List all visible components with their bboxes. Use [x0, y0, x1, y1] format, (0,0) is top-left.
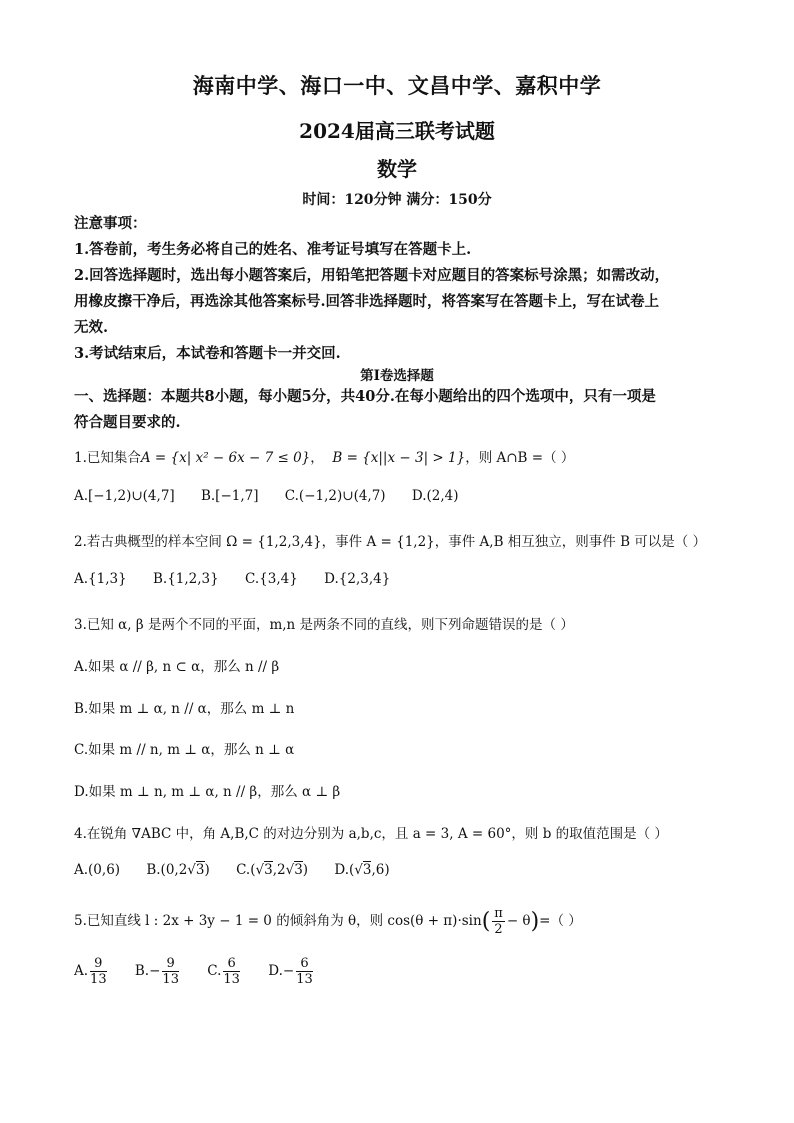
section-instructions — [74, 384, 724, 436]
q5-option-a — [74, 956, 109, 987]
q5-option-b-label: B.− — [134, 963, 161, 979]
sqrt-icon: √ — [285, 862, 295, 878]
q1-option-d: D.(2,4) — [411, 488, 459, 504]
question-3-stem: 3.已知 α, β 是两个不同的平面，m,n 是两条不同的直线，则下列命题错误的是（ ） — [74, 617, 574, 633]
q5-option-b-denominator: 13 — [162, 972, 179, 987]
q5-option-c-numerator: 6 — [223, 956, 240, 972]
question-4-stem: 4.在锐角 ∇ABC 中，角 A,B,C 的对边分别为 a,b,c，且 a = 3, A = 60°，则 b 的取值范围是（ ） — [74, 826, 668, 842]
q5-fraction-denominator: 2 — [494, 922, 503, 937]
q4-option-c-middle: ,2 — [272, 862, 286, 878]
question-4-options — [74, 862, 412, 878]
q4-option-c — [236, 862, 308, 878]
q4-option-c-radicand-2: 3 — [294, 862, 303, 878]
time-score-line: 时间：120分钟 满分：150分 — [302, 192, 492, 208]
q4-option-c-prefix: C.( — [236, 862, 256, 878]
q4-option-a: A.(0,6) — [74, 862, 121, 878]
question-5-stem — [74, 906, 724, 937]
q5-option-b-fraction — [162, 956, 179, 987]
q5-stem-prefix: 5.已知直线 l : 2x + 3y − 1 = 0 的倾斜角为 θ，则 cos(θ + π)·sin — [74, 913, 482, 929]
sqrt-icon: √ — [187, 862, 196, 878]
q1-set-b: B = {x||x − 3| > 1} — [332, 450, 466, 466]
question-2-stem: 2.若古典概型的样本空间 Ω = {1,2,3,4}，事件 A = {1,2}，事件 A,B 相互独立，则事件 B 可以是（ ） — [74, 534, 707, 550]
q5-option-c — [207, 956, 242, 987]
q5-option-d-denominator: 13 — [296, 972, 313, 987]
q4-option-b-prefix: B.(0,2 — [146, 862, 188, 878]
q1-option-a: A.[−1,2)∪(4,7] — [74, 488, 175, 504]
q5-stem-suffix: =（ ） — [539, 913, 582, 929]
question-1-options — [74, 488, 481, 504]
q4-option-b — [146, 862, 209, 878]
q5-option-a-denominator: 13 — [90, 972, 107, 987]
q4-option-c-close: ) — [302, 862, 309, 878]
q5-minus-theta: − θ — [506, 913, 531, 929]
question-1-stem — [74, 446, 724, 466]
q4-option-b-radicand: 3 — [195, 862, 205, 878]
q5-option-d — [268, 956, 315, 987]
q1-option-c: C.(−1,2)∪(4,7) — [284, 488, 386, 504]
question-5-options — [74, 956, 337, 987]
q1-separator: ， — [310, 450, 324, 466]
q1-stem-suffix: ，则 A∩B =（ ） — [465, 450, 575, 466]
q5-option-d-label: D.− — [268, 963, 295, 979]
q2-option-b: B.{1,2,3} — [153, 571, 219, 587]
q2-option-a: A.{1,3} — [74, 571, 127, 587]
q5-option-a-numerator: 9 — [90, 956, 107, 972]
question-2-options — [74, 571, 412, 587]
note-item-2-line-2: 用橡皮擦干净后，再选涂其他答案标号.回答非选择题时，将答案写在答题卡上，写在试卷上 — [74, 293, 660, 310]
sqrt-icon: √ — [255, 862, 265, 878]
q3-option-c: C.如果 m // n, m ⊥ α，那么 n ⊥ α — [74, 742, 295, 758]
exam-title: 2024届高三联考试题 — [299, 119, 495, 143]
q4-option-b-close: ) — [204, 862, 210, 878]
note-item-1: 1.答卷前，考生务必将自己的姓名、准考证号填写在答题卡上. — [74, 241, 472, 258]
note-item-2-line-1: 2.回答选择题时，选出每小题答案后，用铅笔把答题卡对应题目的答案标号涂黑；如需改动， — [74, 267, 670, 284]
sqrt-icon: √ — [354, 862, 363, 878]
right-paren-icon: ) — [530, 909, 540, 934]
q1-option-b: B.[−1,7] — [200, 488, 259, 504]
subject-title: 数学 — [377, 157, 417, 181]
q5-option-c-label: C. — [207, 963, 222, 979]
q5-option-c-fraction — [223, 956, 240, 987]
q2-option-c: C.{3,4} — [245, 571, 298, 587]
q4-option-c-radicand-1: 3 — [264, 862, 273, 878]
q5-option-a-label: A. — [74, 963, 89, 979]
q5-option-c-denominator: 13 — [223, 972, 240, 987]
q5-fraction — [492, 906, 505, 937]
notes-block — [74, 211, 724, 367]
note-item-3: 3.考试结束后，本试卷和答题卡一并交回. — [74, 345, 341, 362]
notes-title: 注意事项： — [74, 215, 147, 232]
q5-fraction-numerator: π — [494, 906, 503, 921]
q3-option-d: D.如果 m ⊥ n, m ⊥ α, n // β，那么 α ⊥ β — [74, 784, 341, 800]
q4-option-d-prefix: D.( — [334, 862, 355, 878]
q1-stem-prefix: 1.已知集合 — [74, 450, 141, 466]
q1-set-a: A = {x| x² − 6x − 7 ≤ 0} — [140, 450, 311, 466]
section-instruction-line-1: 一、选择题：本题共8小题，每小题5分，共40分.在每小题给出的四个选项中，只有一项是 — [74, 388, 656, 405]
q3-option-a: A.如果 α // β, n ⊂ α，那么 n // β — [74, 659, 280, 675]
q2-option-d: D.{2,3,4} — [324, 571, 391, 587]
left-paren-icon: ( — [481, 909, 491, 934]
school-names: 海南中学、海口一中、文昌中学、嘉积中学 — [192, 73, 602, 98]
q4-option-d-suffix: ,6) — [371, 862, 390, 878]
q5-option-d-numerator: 6 — [296, 956, 313, 972]
q5-option-b-numerator: 9 — [162, 956, 179, 972]
q4-option-d — [334, 862, 389, 878]
note-item-2-line-3: 无效. — [74, 319, 109, 336]
section-title: 第Ⅰ卷选择题 — [360, 368, 434, 384]
q5-option-a-fraction — [90, 956, 107, 987]
q4-option-d-radicand: 3 — [362, 862, 372, 878]
section-instruction-line-2: 符合题目要求的. — [74, 414, 181, 431]
q5-option-d-fraction — [296, 956, 313, 987]
q3-option-b: B.如果 m ⊥ α, n // α，那么 m ⊥ n — [74, 701, 295, 717]
q5-option-b — [135, 956, 181, 987]
